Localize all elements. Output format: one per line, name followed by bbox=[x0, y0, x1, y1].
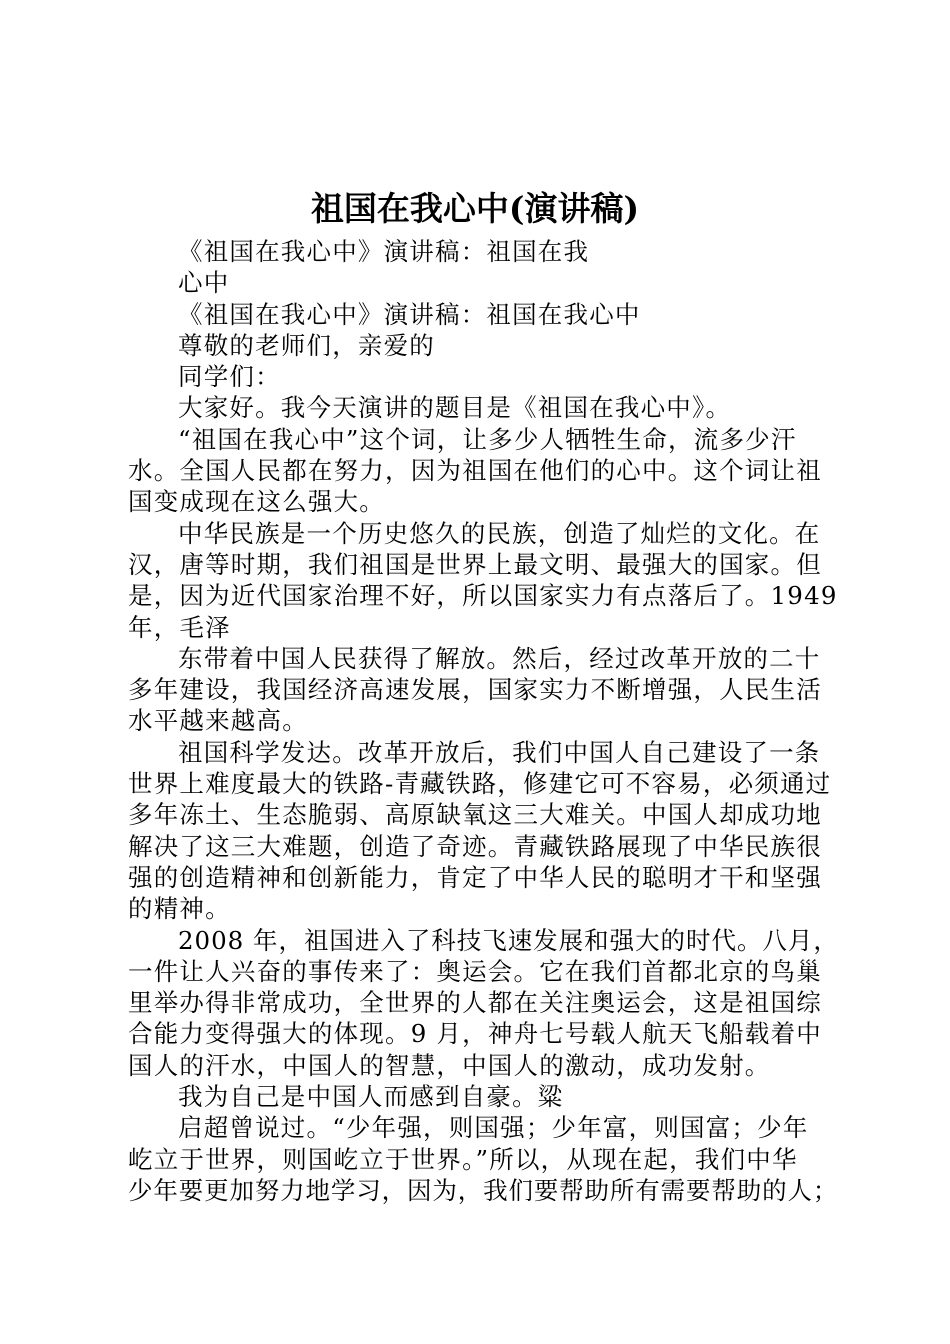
document-title: 祖国在我心中(演讲稿) bbox=[310, 189, 640, 228]
body-line: 一件让人兴奋的事传来了：奥运会。它在我们首都北京的鸟巢 bbox=[128, 956, 822, 986]
body-line: 的精神。 bbox=[128, 894, 231, 924]
document-body bbox=[128, 236, 840, 1206]
body-line: 年，毛泽 bbox=[128, 612, 231, 642]
body-line: 我为自己是中国人而感到自豪。粱 bbox=[178, 1082, 564, 1112]
body-line: 中华民族是一个历史悠久的民族，创造了灿烂的文化。在 bbox=[178, 518, 821, 548]
body-line: 屹立于世界，则国屹立于世界。”所以，从现在起，我们中华 bbox=[128, 1144, 798, 1174]
body-line: 《祖国在我心中》演讲稿：祖国在我 bbox=[178, 237, 590, 266]
body-line: 水。全国人民都在努力，因为祖国在他们的心中。这个词让祖 bbox=[128, 456, 822, 486]
body-line: “祖国在我心中”这个词，让多少人牺牲生命，流多少汗 bbox=[178, 424, 797, 454]
body-line: 多年冻土、生态脆弱、高原缺氧这三大难关。中国人却成功地 bbox=[128, 800, 822, 830]
body-line: 国变成现在这么强大。 bbox=[128, 487, 385, 517]
body-line: 是，因为近代国家治理不好，所以国家实力有点落后了。1949 bbox=[128, 581, 838, 611]
body-line: 2008 年，祖国进入了科技飞速发展和强大的时代。八月， bbox=[178, 925, 839, 955]
body-line: 祖国科学发达。改革开放后，我们中国人自己建设了一条 bbox=[178, 737, 821, 767]
body-line: 多年建设，我国经济高速发展，国家实力不断增强，人民生活 bbox=[128, 675, 822, 705]
body-line: 尊敬的老师们，亲爱的 bbox=[178, 330, 435, 360]
body-line: 心中 bbox=[178, 268, 230, 298]
body-line: 解决了这三大难题，创造了奇迹。青藏铁路展现了中华民族很 bbox=[128, 831, 822, 861]
body-line: 强的创造精神和创新能力，肯定了中华人民的聪明才干和坚强 bbox=[128, 862, 822, 892]
body-line: 少年要更加努力地学习，因为，我们要帮助所有需要帮助的人； bbox=[128, 1175, 839, 1205]
body-line: 东带着中国人民获得了解放。然后，经过改革开放的二十 bbox=[178, 643, 821, 673]
body-line: 大家好。我今天演讲的题目是《祖国在我心中》。 bbox=[178, 393, 732, 423]
body-line: 里举办得非常成功，全世界的人都在关注奥运会，这是祖国综 bbox=[128, 988, 822, 1018]
body-line: 《祖国在我心中》演讲稿：祖国在我心中 bbox=[178, 299, 641, 329]
body-line: 国人的汗水，中国人的智慧，中国人的激动，成功发射。 bbox=[128, 1050, 771, 1080]
body-line: 水平越来越高。 bbox=[128, 706, 308, 736]
body-line: 合能力变得强大的体现。9 月，神舟七号载人航天飞船载着中 bbox=[128, 1019, 822, 1049]
body-line: 启超曾说过。“少年强，则国强；少年富，则国富；少年 bbox=[178, 1113, 809, 1143]
body-line: 世界上难度最大的铁路-青藏铁路，修建它可不容易，必须通过 bbox=[128, 769, 832, 799]
body-line: 同学们： bbox=[178, 362, 281, 392]
body-line: 汉，唐等时期，我们祖国是世界上最文明、最强大的国家。但 bbox=[128, 549, 822, 579]
